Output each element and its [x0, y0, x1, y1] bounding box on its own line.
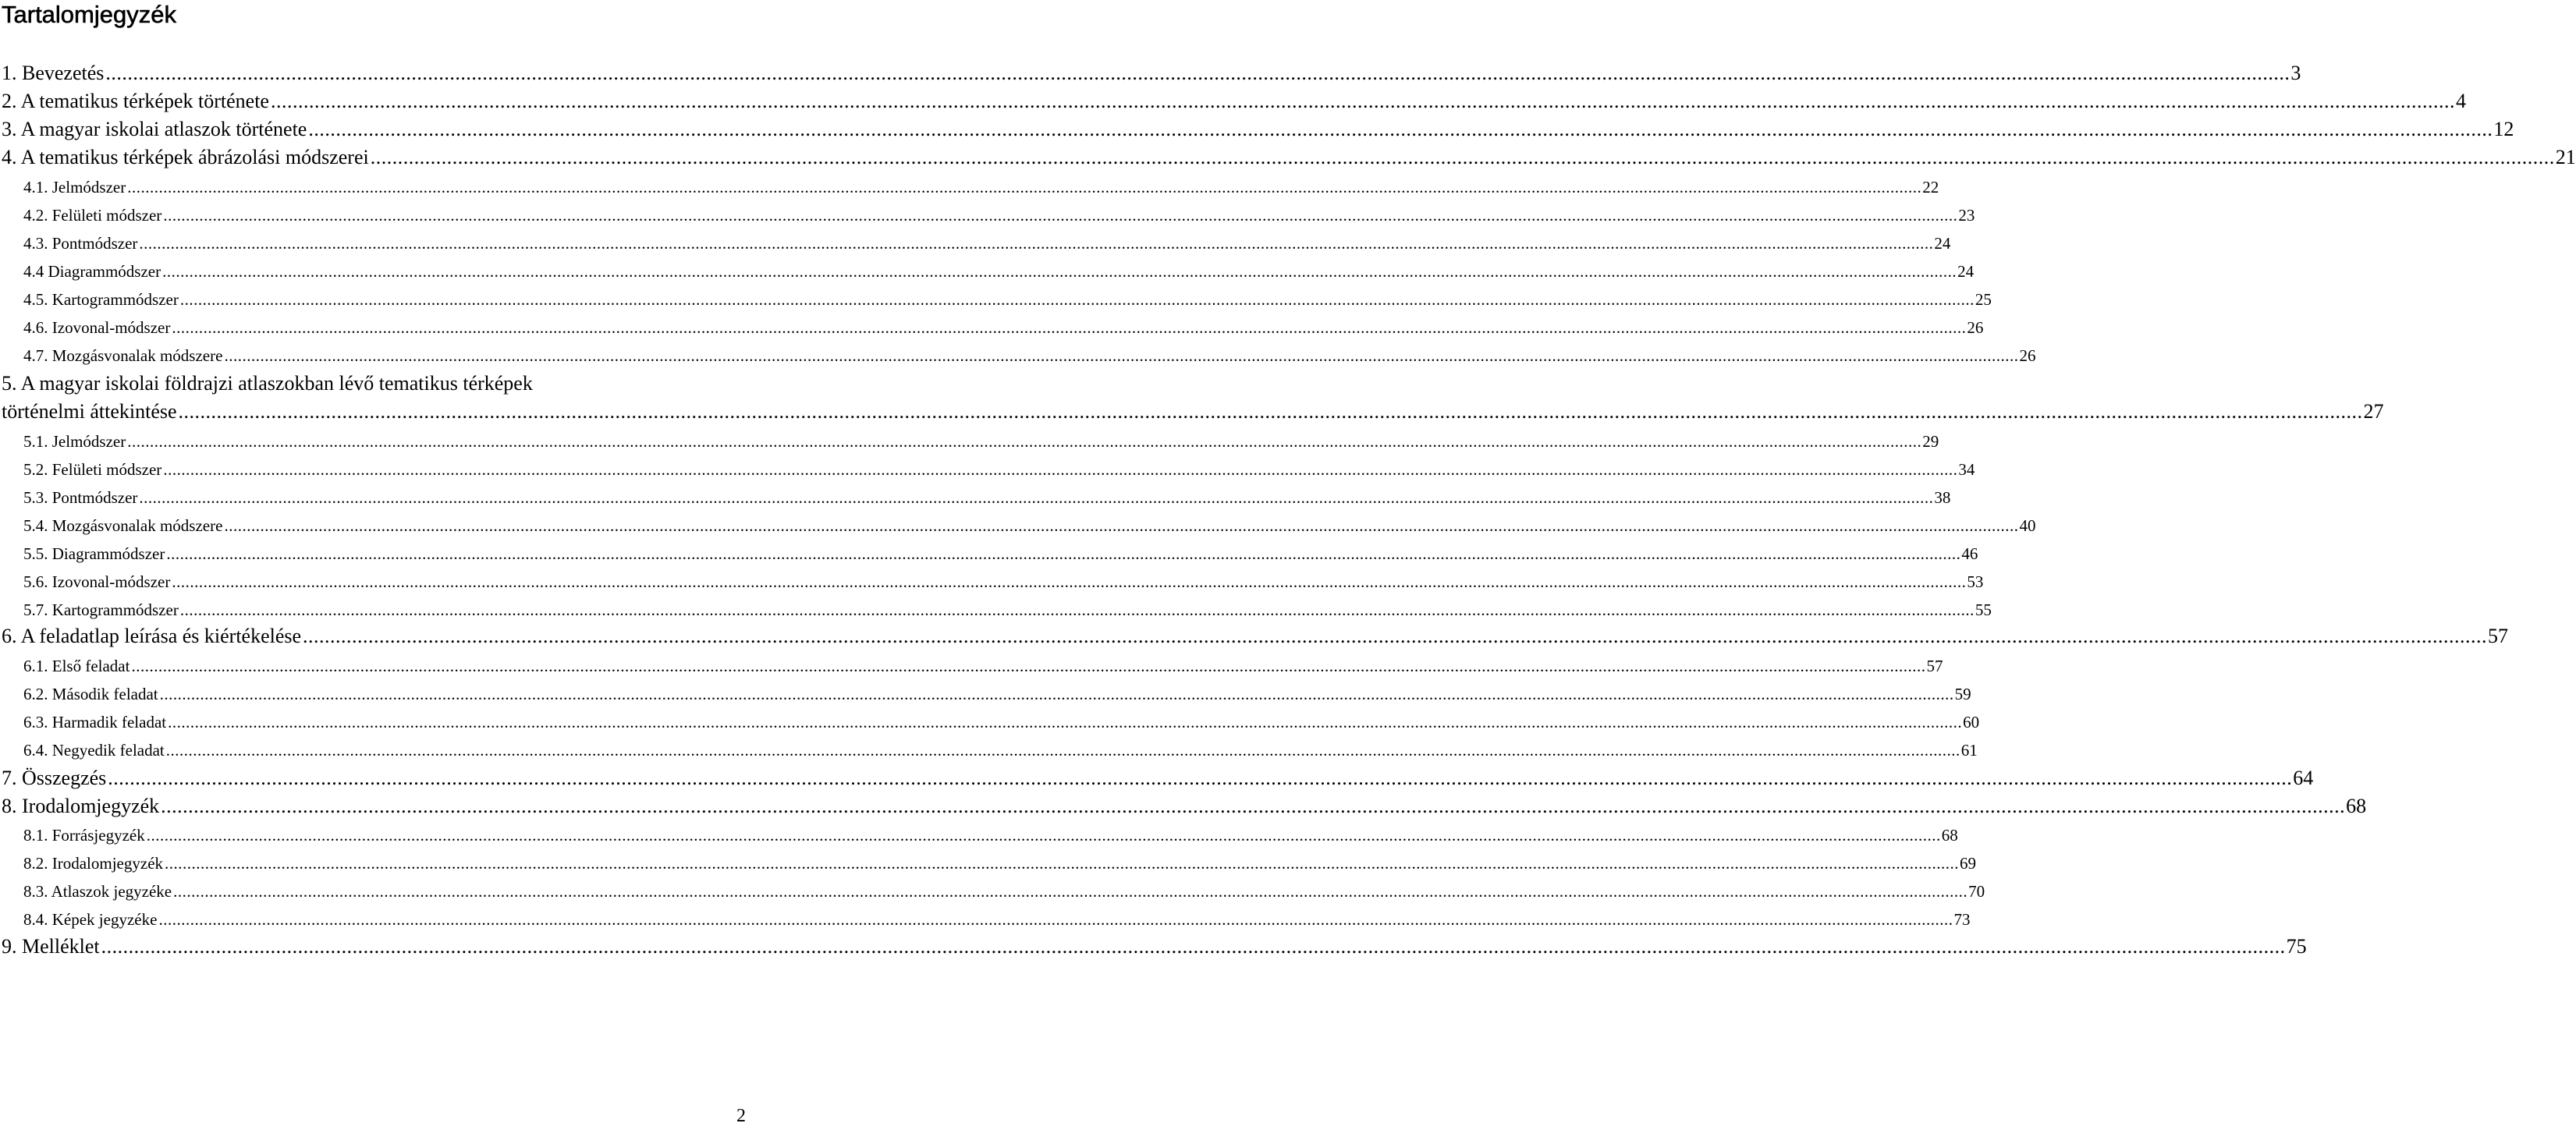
toc-entry-page: 70 [1968, 882, 1985, 901]
toc-entry-label: 6. A feladatlap leírása és kiértékelése [2, 625, 302, 647]
toc-entry[interactable] [23, 201, 1975, 229]
dot-leader: ................................................................................................................................................................................................................................................................................................................................................................................................................ [166, 544, 1961, 563]
toc-entry-label: 8.1. Forrásjegyzék [23, 826, 145, 845]
toc-entry[interactable] [23, 455, 1975, 484]
toc-entry-page: 25 [1975, 290, 1992, 309]
toc-entry[interactable] [23, 877, 1985, 905]
toc-entry-page: 34 [1958, 460, 1975, 479]
toc-entry[interactable] [23, 285, 1992, 313]
toc-entry-label: 8.2. Irodalomjegyzék [23, 854, 164, 873]
dot-leader: ................................................................................................................................................................................................................................................................................................................................................................................................................ [146, 826, 1941, 845]
toc-entry-page: 24 [1934, 234, 1951, 253]
toc-entry[interactable] [2, 792, 2367, 820]
toc-entry-page: 12 [2493, 118, 2514, 140]
dot-leader: ................................................................................................................................................................................................................................................................................................................................................................................................................ [139, 488, 1934, 507]
toc-entry[interactable] [23, 680, 1971, 708]
toc-entry[interactable] [2, 764, 2314, 792]
toc-entry-page: 60 [1963, 713, 1980, 731]
dot-leader: ................................................................................................................................................................................................................................................................................................................................................................................................................ [370, 146, 2555, 168]
toc-entry-label: 5.1. Jelmódszer [23, 432, 126, 451]
toc-entry-page: 69 [1960, 854, 1977, 873]
toc-entry-page: 57 [1926, 657, 1943, 675]
toc-entry[interactable] [23, 313, 1984, 342]
dot-leader: ................................................................................................................................................................................................................................................................................................................................................................................................................ [105, 62, 2290, 84]
toc-entry-page: 23 [1958, 206, 1975, 225]
toc-entry-page: 21 [2555, 146, 2576, 168]
dot-leader: ................................................................................................................................................................................................................................................................................................................................................................................................................ [163, 206, 1958, 225]
toc-entry-label: 2. A tematikus térképek története [2, 90, 269, 112]
toc-entry-page: 29 [1922, 432, 1939, 451]
toc-entry-page: 24 [1957, 262, 1975, 281]
toc-entry-page: 68 [2346, 795, 2367, 817]
dot-leader: ................................................................................................................................................................................................................................................................................................................................................................................................................ [161, 795, 2346, 817]
dot-leader: ................................................................................................................................................................................................................................................................................................................................................................................................................ [162, 262, 1957, 281]
toc-entry-label: történelmi áttekintése [2, 400, 177, 423]
toc-entry-page: 55 [1975, 600, 1992, 619]
toc-entry-page: 27 [2363, 400, 2384, 423]
toc-entry-page: 75 [2286, 935, 2307, 958]
dot-leader: ................................................................................................................................................................................................................................................................................................................................................................................................................ [163, 460, 1958, 479]
toc-entry-label: 1. Bevezetés [2, 62, 105, 84]
toc-entry-page: 68 [1941, 826, 1958, 845]
toc-entry-label: 6.3. Harmadik feladat [23, 713, 167, 731]
toc-entry-label: 4.1. Jelmódszer [23, 178, 126, 197]
toc-entry[interactable] [23, 342, 2036, 370]
toc-entry-page: 46 [1961, 544, 1978, 563]
toc-entry[interactable] [2, 87, 2466, 115]
dot-leader: ................................................................................................................................................................................................................................................................................................................................................................................................................ [270, 90, 2455, 112]
dot-leader: ................................................................................................................................................................................................................................................................................................................................................................................................................ [131, 657, 1926, 675]
toc-entry-label: 6.1. Első feladat [23, 657, 130, 675]
dot-leader: ................................................................................................................................................................................................................................................................................................................................................................................................................ [303, 625, 2488, 647]
toc-entry[interactable] [23, 708, 1980, 736]
toc-entry-label: 5.2. Felületi módszer [23, 460, 162, 479]
toc-entry-page: 59 [1954, 685, 1971, 703]
page-title: Tartalomjegyzék [2, 1, 176, 28]
dot-leader: ................................................................................................................................................................................................................................................................................................................................................................................................................ [179, 600, 1975, 619]
toc-entry[interactable] [2, 59, 2301, 87]
dot-leader: ................................................................................................................................................................................................................................................................................................................................................................................................................ [178, 400, 2363, 423]
toc-entry[interactable] [23, 596, 1992, 624]
toc-entry-label: 6.4. Negyedik feladat [23, 741, 165, 760]
toc-entry-label: 5.4. Mozgásvonalak módszere [23, 516, 223, 535]
toc-entry[interactable] [23, 821, 1958, 849]
toc-entry-label: 8. Irodalomjegyzék [2, 795, 160, 817]
dot-leader: ................................................................................................................................................................................................................................................................................................................................................................................................................ [139, 234, 1934, 253]
toc-entry-label: 3. A magyar iskolai atlaszok története [2, 118, 307, 140]
toc-entry-label: 4.6. Izovonal-módszer [23, 318, 171, 337]
dot-leader: ................................................................................................................................................................................................................................................................................................................................................................................................................ [179, 290, 1975, 309]
dot-leader: ................................................................................................................................................................................................................................................................................................................................................................................................................ [172, 318, 1967, 337]
toc-entry-page: 61 [1960, 741, 1978, 760]
toc-entry[interactable] [23, 427, 1939, 455]
toc-entry[interactable] [23, 229, 1951, 257]
toc-entry[interactable] [23, 652, 1943, 680]
dot-leader: ................................................................................................................................................................................................................................................................................................................................................................................................................ [165, 854, 1960, 873]
toc-entry[interactable] [23, 736, 1978, 764]
toc-entry[interactable] [23, 540, 1978, 568]
toc-entry-label: 5.6. Izovonal-módszer [23, 572, 171, 591]
toc-entry-label: 4.3. Pontmódszer [23, 234, 138, 253]
dot-leader: ................................................................................................................................................................................................................................................................................................................................................................................................................ [127, 178, 1922, 197]
page-number: 2 [736, 1106, 746, 1126]
toc-entry-page: 38 [1934, 488, 1951, 507]
toc-entry[interactable] [23, 173, 1939, 201]
toc-entry-label: 5.3. Pontmódszer [23, 488, 138, 507]
toc-entry[interactable] [23, 484, 1951, 512]
toc-entry-label: 8.3. Atlaszok jegyzéke [23, 882, 172, 901]
toc-entry-label: 9. Melléklet [2, 935, 100, 958]
toc-entry[interactable] [23, 568, 1984, 596]
toc-entry[interactable] [2, 115, 2514, 143]
toc-entry[interactable] [2, 143, 2576, 172]
dot-leader: ................................................................................................................................................................................................................................................................................................................................................................................................................ [159, 685, 1954, 703]
dot-leader: ................................................................................................................................................................................................................................................................................................................................................................................................................ [172, 572, 1967, 591]
toc-entry-label: 4.7. Mozgásvonalak módszere [23, 346, 223, 365]
toc-entry-page: 4 [2455, 90, 2466, 112]
toc-entry-label: 7. Összegzés [2, 767, 107, 789]
dot-leader: ................................................................................................................................................................................................................................................................................................................................................................................................................ [127, 432, 1922, 451]
dot-leader: ................................................................................................................................................................................................................................................................................................................................................................................................................ [168, 713, 1963, 731]
toc-entry-page: 40 [2019, 516, 2036, 535]
toc-entry-page: 26 [1967, 318, 1984, 337]
dot-leader: ................................................................................................................................................................................................................................................................................................................................................................................................................ [224, 346, 2019, 365]
toc-entry-label: 4.2. Felületi módszer [23, 206, 162, 225]
toc-entry[interactable] [23, 905, 1971, 933]
toc-entry[interactable] [2, 622, 2509, 650]
toc-entry-page: 57 [2488, 625, 2509, 647]
toc-entry-page: 64 [2293, 767, 2314, 789]
toc-entry-page: 26 [2019, 346, 2036, 365]
dot-leader: ................................................................................................................................................................................................................................................................................................................................................................................................................ [101, 935, 2286, 958]
dot-leader: ................................................................................................................................................................................................................................................................................................................................................................................................................ [108, 767, 2293, 789]
dot-leader: ................................................................................................................................................................................................................................................................................................................................................................................................................ [224, 516, 2019, 535]
toc-entry-label-line1: 5. A magyar iskolai földrajzi atlaszokban lévő tematikus térképek [2, 372, 533, 395]
toc-entry-label: 8.4. Képek jegyzéke [23, 910, 158, 929]
toc-entry-label: 4.4 Diagrammódszer [23, 262, 161, 281]
toc-entry[interactable] [23, 257, 1975, 285]
toc-entry-page: 22 [1922, 178, 1939, 197]
toc-entry-label: 5.7. Kartogrammódszer [23, 600, 179, 619]
toc-entry-page: 3 [2290, 62, 2301, 84]
toc-entry-label: 4. A tematikus térképek ábrázolási módszerei [2, 146, 369, 168]
dot-leader: ................................................................................................................................................................................................................................................................................................................................................................................................................ [165, 741, 1960, 760]
toc-entry-label: 4.5. Kartogrammódszer [23, 290, 179, 309]
toc-entry[interactable] [23, 512, 2036, 540]
toc-entry-page: 53 [1967, 572, 1984, 591]
dot-leader: ................................................................................................................................................................................................................................................................................................................................................................................................................ [158, 910, 1953, 929]
toc-entry-label: 6.2. Második feladat [23, 685, 158, 703]
toc-entry-page: 73 [1953, 910, 1971, 929]
toc-entry[interactable] [2, 398, 2384, 426]
toc-entry-label: 5.5. Diagrammódszer [23, 544, 165, 563]
dot-leader: ................................................................................................................................................................................................................................................................................................................................................................................................................ [308, 118, 2493, 140]
dot-leader: ................................................................................................................................................................................................................................................................................................................................................................................................................ [173, 882, 1968, 901]
toc-entry[interactable] [23, 849, 1977, 877]
toc-entry[interactable] [2, 933, 2307, 961]
